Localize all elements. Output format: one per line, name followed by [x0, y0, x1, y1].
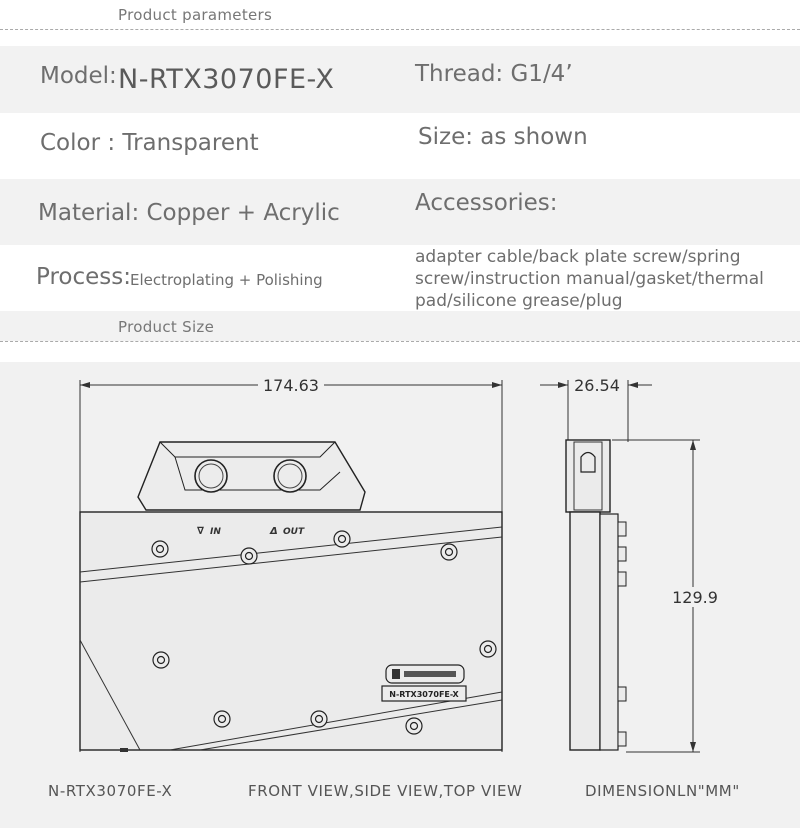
divider — [0, 29, 800, 30]
height-dimension-label: 129.9 — [672, 588, 718, 607]
port-in — [195, 460, 227, 492]
logo-badge — [382, 665, 466, 701]
side-screw — [618, 547, 626, 561]
arrowhead — [628, 382, 638, 388]
arrowhead — [492, 382, 502, 388]
thickness-dimension-label: 26.54 — [574, 376, 620, 395]
screw — [339, 536, 346, 543]
brand-logo-mark — [404, 671, 456, 677]
terminal-block — [138, 442, 365, 510]
model-plate-text: N-RTX3070FE-X — [389, 690, 459, 699]
plate-foot — [120, 748, 128, 752]
technical-drawing — [0, 362, 800, 828]
port-out — [274, 460, 306, 492]
arrowhead — [558, 382, 568, 388]
arrowhead — [690, 440, 696, 450]
side-screw — [618, 687, 626, 701]
width-dimension-label: 174.63 — [263, 376, 319, 395]
thread-spec: Thread: G1/4’ — [415, 61, 573, 87]
caption-views: FRONT VIEW,SIDE VIEW,TOP VIEW — [248, 782, 523, 800]
accessories-value: adapter cable/back plate screw/spring screw/instruction manual/gasket/thermal pad/silicone grease/plug — [415, 247, 764, 311]
brand-logo-icon — [392, 669, 400, 679]
main-plate — [80, 512, 502, 750]
screw — [157, 546, 164, 553]
section-title-parameters: Product parameters — [118, 6, 273, 24]
caption-model: N-RTX3070FE-X — [48, 782, 173, 800]
screw — [411, 723, 418, 730]
arrowhead — [80, 382, 90, 388]
out-arrow-icon: Δ — [270, 526, 278, 537]
in-arrow-icon: ∇ — [197, 526, 204, 537]
model-label: Model: — [40, 63, 117, 89]
side-screw — [618, 572, 626, 586]
side-plate-back — [600, 514, 618, 750]
side-screw — [618, 522, 626, 536]
screw — [219, 716, 226, 723]
divider — [0, 341, 800, 342]
side-plate — [570, 512, 600, 750]
process-label: Process: — [36, 264, 131, 290]
out-marking: OUT — [283, 527, 305, 537]
screw — [446, 549, 453, 556]
color-spec: Color : Transparent — [40, 130, 259, 156]
process-value: Electroplating + Polishing — [130, 271, 323, 289]
arrowhead — [690, 742, 696, 752]
screw — [158, 657, 165, 664]
caption-dimension: DIMENSIONLN"MM" — [585, 782, 740, 800]
section-title-size: Product Size — [118, 318, 215, 336]
size-spec: Size: as shown — [418, 124, 588, 150]
accessories-label: Accessories: — [415, 190, 558, 216]
material-spec: Material: Copper + Acrylic — [38, 200, 340, 226]
in-marking: IN — [210, 527, 221, 537]
screw — [485, 646, 492, 653]
drawing-svg — [0, 362, 800, 828]
screw — [316, 716, 323, 723]
side-screw — [618, 732, 626, 746]
screw — [246, 553, 253, 560]
side-screws — [618, 522, 626, 746]
side-terminal — [566, 440, 610, 512]
model-value: N-RTX3070FE-X — [118, 64, 335, 95]
